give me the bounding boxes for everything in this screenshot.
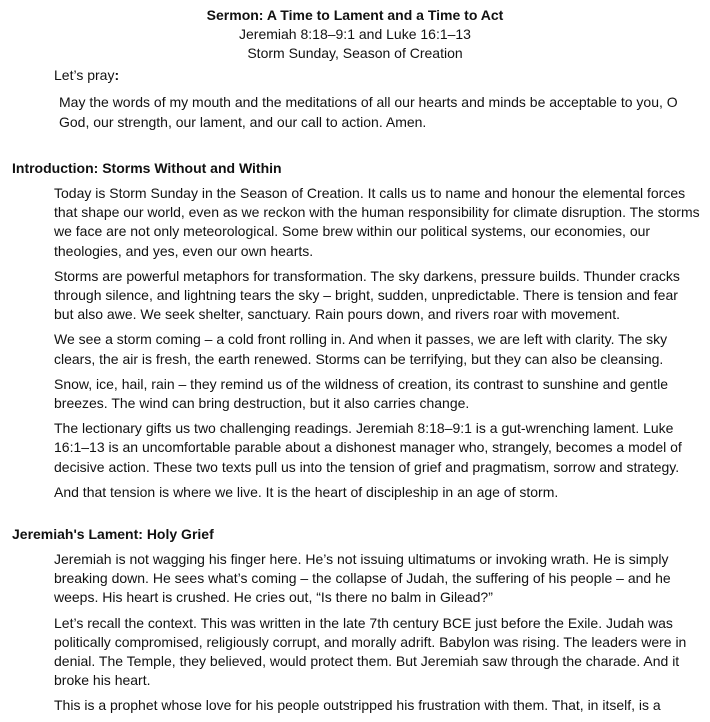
paragraph: Today is Storm Sunday in the Season of Creation. It calls us to name and honour the elemental forces that shape our world, even as we reckon with the human responsibility for climate disruption. The storms we face are not only meteorological. Some brew within our political systems, our economies, our theologies, and yes, even our own hearts. — [54, 185, 700, 259]
section-body-introduction — [54, 184, 700, 508]
section-body-jeremiah — [54, 550, 700, 722]
paragraph: Storms are powerful metaphors for transformation. The sky darkens, pressure builds. Thunder cracks through silence, and lightning tears the sky – bright, sudden, unpredictable. There is tension and fear but also awe. We seek shelter, sanctuary. Rain pours down, and rivers roar with movement. — [54, 267, 680, 323]
sermon-readings: Jeremiah 8:18–9:1 and Luke 16:1–13 — [239, 26, 471, 42]
section-heading-jeremiah: Jeremiah's Lament: Holy Grief — [12, 526, 214, 542]
paragraph: We see a storm coming – a cold front rolling in. And when it passes, we are left with clarity. The sky clears, the air is fresh, the earth renewed. Storms can be terrifying, but they can also be cleansing. — [54, 331, 668, 367]
lets-pray-label: Let’s pray — [54, 67, 115, 83]
paragraph: Jeremiah is not wagging his finger here. He’s not issuing ultimatums or invoking wrath. He is simply breaking down. He sees what’s coming – the collapse of Judah, the suffering of his people – and he weeps. His heart is crushed. He cries out, “Is there no balm in Gilead?” — [54, 551, 671, 606]
opening-prayer: May the words of my mouth and the meditations of all our hearts and minds be acceptable to you, O God, our strength, our lament, and our call to action. Amen. — [59, 94, 678, 130]
document-header — [0, 0, 710, 63]
paragraph: The lectionary gifts us two challenging readings. Jeremiah 8:18–9:1 is a gut-wrenching lament. Luke 16:1–13 is an uncomfortable parable about a dishonest manager who, strangely, becomes a model of decisive action. These two texts pull us into the tension of grief and pragmatism, sorrow and strategy. — [54, 420, 682, 475]
lets-pray-line — [54, 66, 119, 85]
paragraph: And that tension is where we live. It is the heart of discipleship in an age of storm. — [54, 483, 559, 500]
section-heading-introduction: Introduction: Storms Without and Within — [12, 160, 282, 176]
sermon-title: Sermon: A Time to Lament and a Time to Act — [206, 7, 504, 23]
paragraph: This is a prophet whose love for his people outstripped his frustration with them. That, in itself, is a — [54, 697, 661, 714]
paragraph: Snow, ice, hail, rain – they remind us of the wildness of creation, its contrast to sunshine and gentle breezes. The wind can bring destruction, but it also carries change. — [54, 375, 669, 412]
paragraph: Let’s recall the context. This was written in the late 7th century BCE just before the Exile. Judah was politically compromised, religiously corrupt, and morally adrift. Babylon was rising. The leaders were in denial. The Temple, they believed, would protect them. But Jeremiah saw through the charade. And it broke his heart. — [54, 614, 687, 689]
sermon-occasion: Storm Sunday, Season of Creation — [247, 45, 463, 61]
lets-pray-colon: : — [114, 67, 120, 83]
